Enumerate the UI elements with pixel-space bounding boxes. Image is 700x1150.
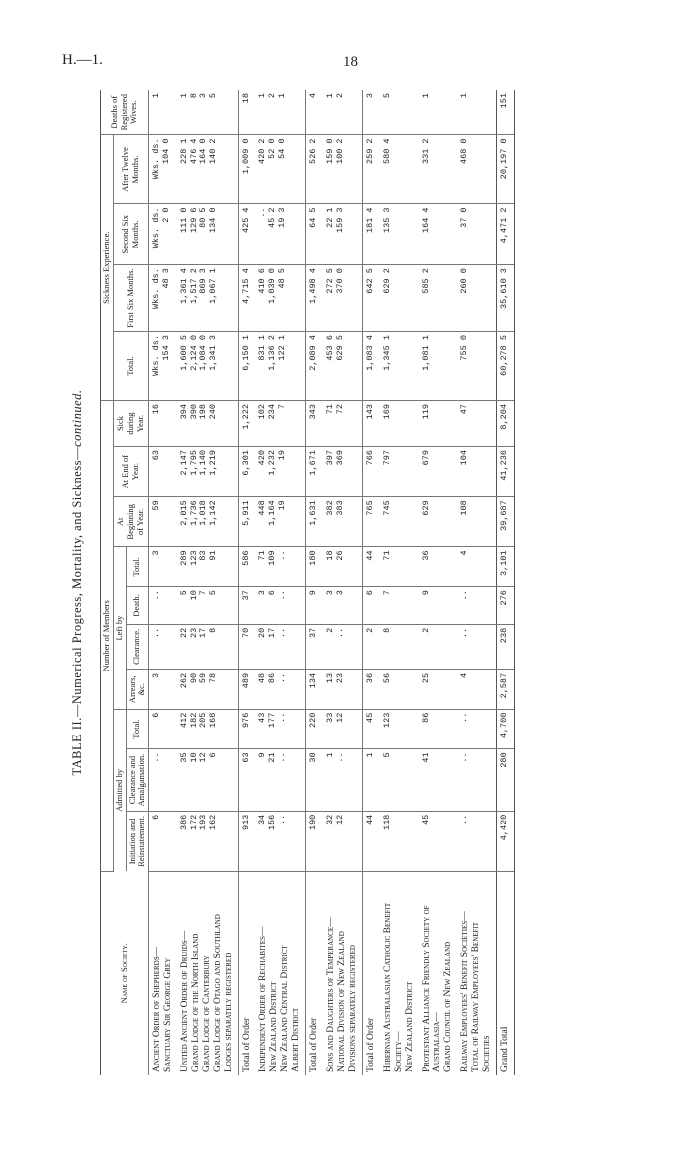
cell-at-beginning: 59 xyxy=(149,497,177,547)
header-left-total: Total. xyxy=(126,547,149,587)
table-title xyxy=(70,90,85,1075)
cell-at-end: 6,301 xyxy=(238,447,255,497)
cell-sick-during: 1,222 xyxy=(238,401,255,447)
header-sick-total: Total. xyxy=(113,332,148,401)
unit-label-wks-ds: Wks. ds. xyxy=(151,335,162,376)
page-number: 18 xyxy=(343,54,358,70)
cell-after-twelve: 159 0 100 2 xyxy=(323,135,362,204)
cell-society-name: Railway Employees' Benefit Societies— Total of Railway Employees' Benefit Societies xyxy=(460,911,493,1072)
cell-arrears: 3 xyxy=(149,669,177,709)
cell-sick-total: 60,278 5 xyxy=(497,332,515,401)
cell-at-beginning: 2,015 1,736 1,018 1,142 xyxy=(177,497,238,547)
cell-clearance-amalgamation: 5 xyxy=(380,749,419,811)
cell-left-total: 3 xyxy=(149,547,177,587)
cell-sick-total: 831 1 1,136 2 122 1 xyxy=(255,332,305,401)
cell-second-six: 37 0 xyxy=(457,204,496,265)
cell-sick-during: 169 xyxy=(380,401,419,447)
cell-society-name: Independent Order of Rechabites— New Zealand District New Zealand Central District Albert District xyxy=(258,926,302,1072)
header-clearance-amalgamation: Clearance and Amalgamation. xyxy=(126,749,149,811)
cell-admitted-total: 45 xyxy=(362,709,379,749)
cell-society-name: Total of Order xyxy=(238,871,255,1075)
cell-at-end: 2,147 1,795 1,140 1,219 xyxy=(177,447,238,497)
cell-second-six: 4,471 2 xyxy=(497,204,515,265)
table-row xyxy=(238,90,255,1075)
cell-arrears: 25 xyxy=(419,669,458,709)
cell-clearance: .. xyxy=(457,624,496,669)
cell-clearance-amalgamation: 9 21 .. xyxy=(255,749,305,811)
cell-initiation: 45 xyxy=(419,811,458,871)
cell-sick-during: 8,204 xyxy=(497,401,515,447)
header-left-by: Left by xyxy=(113,547,126,709)
cell-clearance: 238 xyxy=(497,624,515,669)
table-body xyxy=(149,90,515,1075)
cell-deaths-wives: 1 xyxy=(457,90,496,135)
cell-initiation: 118 xyxy=(380,811,419,871)
cell-deaths-wives: 5 xyxy=(380,90,419,135)
cell-deaths-wives: 1 8 3 5 xyxy=(177,90,238,135)
cell-deaths-wives: 18 xyxy=(238,90,255,135)
table-row xyxy=(306,90,323,1075)
cell-deaths-wives: 4 xyxy=(306,90,323,135)
cell-clearance-amalgamation: 280 xyxy=(497,749,515,811)
cell-sick-during: 16 xyxy=(149,401,177,447)
cell-at-beginning: 39,687 xyxy=(497,497,515,547)
cell-sick-during: 119 xyxy=(419,401,458,447)
table-row xyxy=(149,90,177,1075)
cell-sick-during: 71 72 xyxy=(323,401,362,447)
table-title-continued: continued. xyxy=(70,389,84,447)
cell-sick-during: 394 390 198 240 xyxy=(177,401,238,447)
cell-arrears: 36 xyxy=(362,669,379,709)
cell-clearance: .. xyxy=(149,624,177,669)
cell-death: .. xyxy=(457,587,496,625)
cell-clearance: 2 xyxy=(362,624,379,669)
cell-initiation: .. xyxy=(457,811,496,871)
cell-initiation: 190 xyxy=(306,811,323,871)
cell-after-twelve: 580 4 xyxy=(380,135,419,204)
cell-arrears: 489 xyxy=(238,669,255,709)
header-at-beginning: At Beginning of Year. xyxy=(113,497,148,547)
cell-after-twelve: Wks. ds. 104 0 xyxy=(149,135,177,204)
cell-at-beginning: 1,631 xyxy=(306,497,323,547)
header-sick-during: Sick during Year. xyxy=(113,401,148,447)
header-sickness-experience: Sickness Experience. xyxy=(101,135,114,401)
cell-clearance-amalgamation: 63 xyxy=(238,749,255,811)
cell-at-end: 104 xyxy=(457,447,496,497)
table-row xyxy=(419,90,458,1075)
cell-after-twelve: 420 2 52 0 54 0 xyxy=(255,135,305,204)
table-row xyxy=(255,90,305,1075)
cell-at-beginning: 5,911 xyxy=(238,497,255,547)
cell-second-six: 164 4 xyxy=(419,204,458,265)
cell-first-six: 642 5 xyxy=(362,265,379,332)
cell-at-beginning: 382 383 xyxy=(323,497,362,547)
cell-sick-total: Wks. ds. 154 3 xyxy=(149,332,177,401)
header-at-end: At End of Year. xyxy=(113,447,148,497)
cell-society-name: Ancient Order of Shepherds— Sanctuary Sir George Grey xyxy=(152,946,173,1072)
cell-at-beginning: 745 xyxy=(380,497,419,547)
cell-admitted-total: 4,700 xyxy=(497,709,515,749)
cell-second-six: 425 4 xyxy=(238,204,255,265)
cell-arrears: 4 xyxy=(457,669,496,709)
header-name-of-society: Name of Society. xyxy=(101,871,149,1075)
cell-at-end: 766 xyxy=(362,447,379,497)
cell-left-total: 3,101 xyxy=(497,547,515,587)
cell-initiation: 386 172 193 162 xyxy=(177,811,238,871)
cell-deaths-wives: 151 xyxy=(497,90,515,135)
cell-sick-total: 1,600 5 2,124 0 1,084 0 1,341 3 xyxy=(177,332,238,401)
header-after-twelve: After Twelve Months. xyxy=(113,135,148,204)
cell-sick-total: 1,083 4 xyxy=(362,332,379,401)
cell-after-twelve: 1,009 0 xyxy=(238,135,255,204)
cell-admitted-total: 33 12 xyxy=(323,709,362,749)
header-deaths-wives: Deaths of Registered Wives. xyxy=(101,90,149,135)
cell-arrears: 134 xyxy=(306,669,323,709)
cell-sick-during: 343 xyxy=(306,401,323,447)
cell-arrears: 13 23 xyxy=(323,669,362,709)
table-row xyxy=(323,90,362,1075)
cell-clearance: 20 17 .. xyxy=(255,624,305,669)
header-number-of-members: Number of Members xyxy=(101,401,114,872)
cell-left-total: 71 109 .. xyxy=(255,547,305,587)
cell-death: 3 6 .. xyxy=(255,587,305,625)
cell-death: 3 3 xyxy=(323,587,362,625)
cell-deaths-wives: 1 xyxy=(419,90,458,135)
cell-left-total: 180 xyxy=(306,547,323,587)
cell-at-beginning: 629 xyxy=(419,497,458,547)
cell-clearance-amalgamation: 41 xyxy=(419,749,458,811)
header-clearance: Clearance. xyxy=(126,624,149,669)
cell-society-name: Total of Order xyxy=(306,871,323,1075)
cell-clearance-amalgamation: 30 xyxy=(306,749,323,811)
cell-left-total: 18 26 xyxy=(323,547,362,587)
cell-sick-during: 143 xyxy=(362,401,379,447)
cell-sick-total: 1,081 1 xyxy=(419,332,458,401)
cell-society-name: United Ancient Order of Druids— Grand Lodge of the North Island Grand Lodge of Canterbury Grand Lodge of Otago and Southland Lodges separately registered xyxy=(179,914,234,1072)
cell-initiation: 44 xyxy=(362,811,379,871)
cell-at-end: 679 xyxy=(419,447,458,497)
cell-clearance-amalgamation: 1 .. xyxy=(323,749,362,811)
table-row xyxy=(380,90,419,1075)
cell-sick-total: 755 0 xyxy=(457,332,496,401)
cell-sick-during: 102 234 7 xyxy=(255,401,305,447)
cell-initiation: 34 156 .. xyxy=(255,811,305,871)
cell-at-beginning: 448 1,164 19 xyxy=(255,497,305,547)
cell-admitted-total: 86 xyxy=(419,709,458,749)
cell-left-total: 44 xyxy=(362,547,379,587)
cell-left-total: 586 xyxy=(238,547,255,587)
cell-sick-total: 6,150 1 xyxy=(238,332,255,401)
cell-deaths-wives: 3 xyxy=(362,90,379,135)
cell-at-end: 397 369 xyxy=(323,447,362,497)
rotated-table-frame xyxy=(70,90,670,1075)
cell-society-name: Sons and Daughters of Temperance— National Division of New Zealand Divisions separately registered xyxy=(326,917,358,1072)
cell-clearance: 37 xyxy=(306,624,323,669)
cell-deaths-wives: 1 2 1 xyxy=(255,90,305,135)
cell-first-six: 1,361 4 1,517 2 869 3 1,067 1 xyxy=(177,265,238,332)
cell-arrears: 56 xyxy=(380,669,419,709)
cell-death: 9 xyxy=(306,587,323,625)
page-header-code: H.—1. xyxy=(62,52,103,68)
cell-admitted-total: 220 xyxy=(306,709,323,749)
cell-clearance-amalgamation: 35 10 12 6 xyxy=(177,749,238,811)
cell-deaths-wives: 1 2 xyxy=(323,90,362,135)
table-title-main: TABLE II.—Numerical Progress, Mortality, and Sickness— xyxy=(70,446,84,776)
cell-death: 9 xyxy=(419,587,458,625)
unit-label-wks-ds: Wks. ds. xyxy=(151,138,162,180)
cell-left-total: 289 123 83 91 xyxy=(177,547,238,587)
cell-admitted-total: .. xyxy=(457,709,496,749)
cell-clearance: 8 xyxy=(380,624,419,669)
cell-sick-during: 47 xyxy=(457,401,496,447)
cell-initiation: 913 xyxy=(238,811,255,871)
cell-first-six: 585 2 xyxy=(419,265,458,332)
unit-label-wks-ds: Wks. ds. xyxy=(151,207,162,249)
cell-after-twelve: 331 2 xyxy=(419,135,458,204)
cell-after-twelve: 468 0 xyxy=(457,135,496,204)
cell-at-end: 1,671 xyxy=(306,447,323,497)
cell-deaths-wives: 1 xyxy=(149,90,177,135)
cell-at-beginning: 765 xyxy=(362,497,379,547)
cell-first-six: 410 6 1,039 0 48 5 xyxy=(255,265,305,332)
table-row xyxy=(362,90,379,1075)
cell-second-six: .. 45 2 19 3 xyxy=(255,204,305,265)
cell-second-six: Wks. ds. 2 0 xyxy=(149,204,177,265)
cell-left-total: 4 xyxy=(457,547,496,587)
cell-after-twelve: 228 1 476 4 164 0 140 2 xyxy=(177,135,238,204)
cell-death: 276 xyxy=(497,587,515,625)
cell-clearance-amalgamation: .. xyxy=(149,749,177,811)
cell-after-twelve: 20,197 0 xyxy=(497,135,515,204)
cell-arrears: 48 86 .. xyxy=(255,669,305,709)
cell-at-end: 420 1,232 19 xyxy=(255,447,305,497)
header-first-six: First Six Months. xyxy=(113,265,148,332)
cell-clearance-amalgamation: 1 xyxy=(362,749,379,811)
cell-death: 37 xyxy=(238,587,255,625)
cell-society-name: Hibernian Australasian Catholic Benefit Society— New Zealand District xyxy=(382,902,415,1072)
header-admitted-total: Total. xyxy=(126,709,149,749)
cell-society-name: Protestant Alliance Friendly Society of Australasia— Grand Council of New Zealand xyxy=(421,905,454,1072)
cell-sick-total: 1,345 1 xyxy=(380,332,419,401)
cell-after-twelve: 259 2 xyxy=(362,135,379,204)
cell-society-name: Total of Order xyxy=(362,871,379,1075)
cell-admitted-total: 6 xyxy=(149,709,177,749)
cell-clearance-amalgamation: .. xyxy=(457,749,496,811)
cell-first-six: 260 0 xyxy=(457,265,496,332)
table-row xyxy=(497,90,515,1075)
cell-left-total: 71 xyxy=(380,547,419,587)
cell-initiation: 32 12 xyxy=(323,811,362,871)
header-initiation: Initiation and Reinstatement. xyxy=(126,811,149,871)
cell-sick-total: 2,089 4 xyxy=(306,332,323,401)
cell-death: 7 xyxy=(380,587,419,625)
cell-clearance: 2 .. xyxy=(323,624,362,669)
cell-first-six: 629 2 xyxy=(380,265,419,332)
cell-arrears: 262 90 59 78 xyxy=(177,669,238,709)
cell-second-six: 135 3 xyxy=(380,204,419,265)
cell-sick-total: 453 6 629 5 xyxy=(323,332,362,401)
cell-at-end: 797 xyxy=(380,447,419,497)
cell-at-end: 41,236 xyxy=(497,447,515,497)
cell-admitted-total: 976 xyxy=(238,709,255,749)
cell-death: 5 10 7 5 xyxy=(177,587,238,625)
cell-first-six: Wks. ds. 48 3 xyxy=(149,265,177,332)
cell-at-beginning: 108 xyxy=(457,497,496,547)
cell-admitted-total: 123 xyxy=(380,709,419,749)
cell-first-six: 4,715 4 xyxy=(238,265,255,332)
cell-first-six: 35,610 3 xyxy=(497,265,515,332)
cell-second-six: 111 0 129 6 80 5 134 0 xyxy=(177,204,238,265)
cell-admitted-total: 43 177 .. xyxy=(255,709,305,749)
cell-first-six: 272 5 370 0 xyxy=(323,265,362,332)
header-arrears: Arrears, &c. xyxy=(126,669,149,709)
cell-arrears: 2,587 xyxy=(497,669,515,709)
cell-second-six: 64 5 xyxy=(306,204,323,265)
cell-initiation: 4,420 xyxy=(497,811,515,871)
statistics-table xyxy=(100,90,515,1075)
header-admitted-by: Admitted by xyxy=(113,709,126,871)
cell-admitted-total: 412 182 205 168 xyxy=(177,709,238,749)
cell-clearance: 22 23 17 8 xyxy=(177,624,238,669)
cell-after-twelve: 526 2 xyxy=(306,135,323,204)
cell-death: 6 xyxy=(362,587,379,625)
cell-initiation: 6 xyxy=(149,811,177,871)
cell-clearance: 2 xyxy=(419,624,458,669)
unit-label-wks-ds: Wks. ds. xyxy=(151,268,162,309)
cell-at-end: 63 xyxy=(149,447,177,497)
header-death: Death. xyxy=(126,587,149,625)
table-row xyxy=(177,90,238,1075)
cell-society-name: Grand Total xyxy=(497,871,515,1075)
cell-first-six: 1,498 4 xyxy=(306,265,323,332)
cell-death: .. xyxy=(149,587,177,625)
cell-left-total: 36 xyxy=(419,547,458,587)
table-row xyxy=(457,90,496,1075)
cell-second-six: 22 1 159 3 xyxy=(323,204,362,265)
cell-second-six: 181 4 xyxy=(362,204,379,265)
cell-clearance: 70 xyxy=(238,624,255,669)
header-second-six: Second Six Months. xyxy=(113,204,148,265)
